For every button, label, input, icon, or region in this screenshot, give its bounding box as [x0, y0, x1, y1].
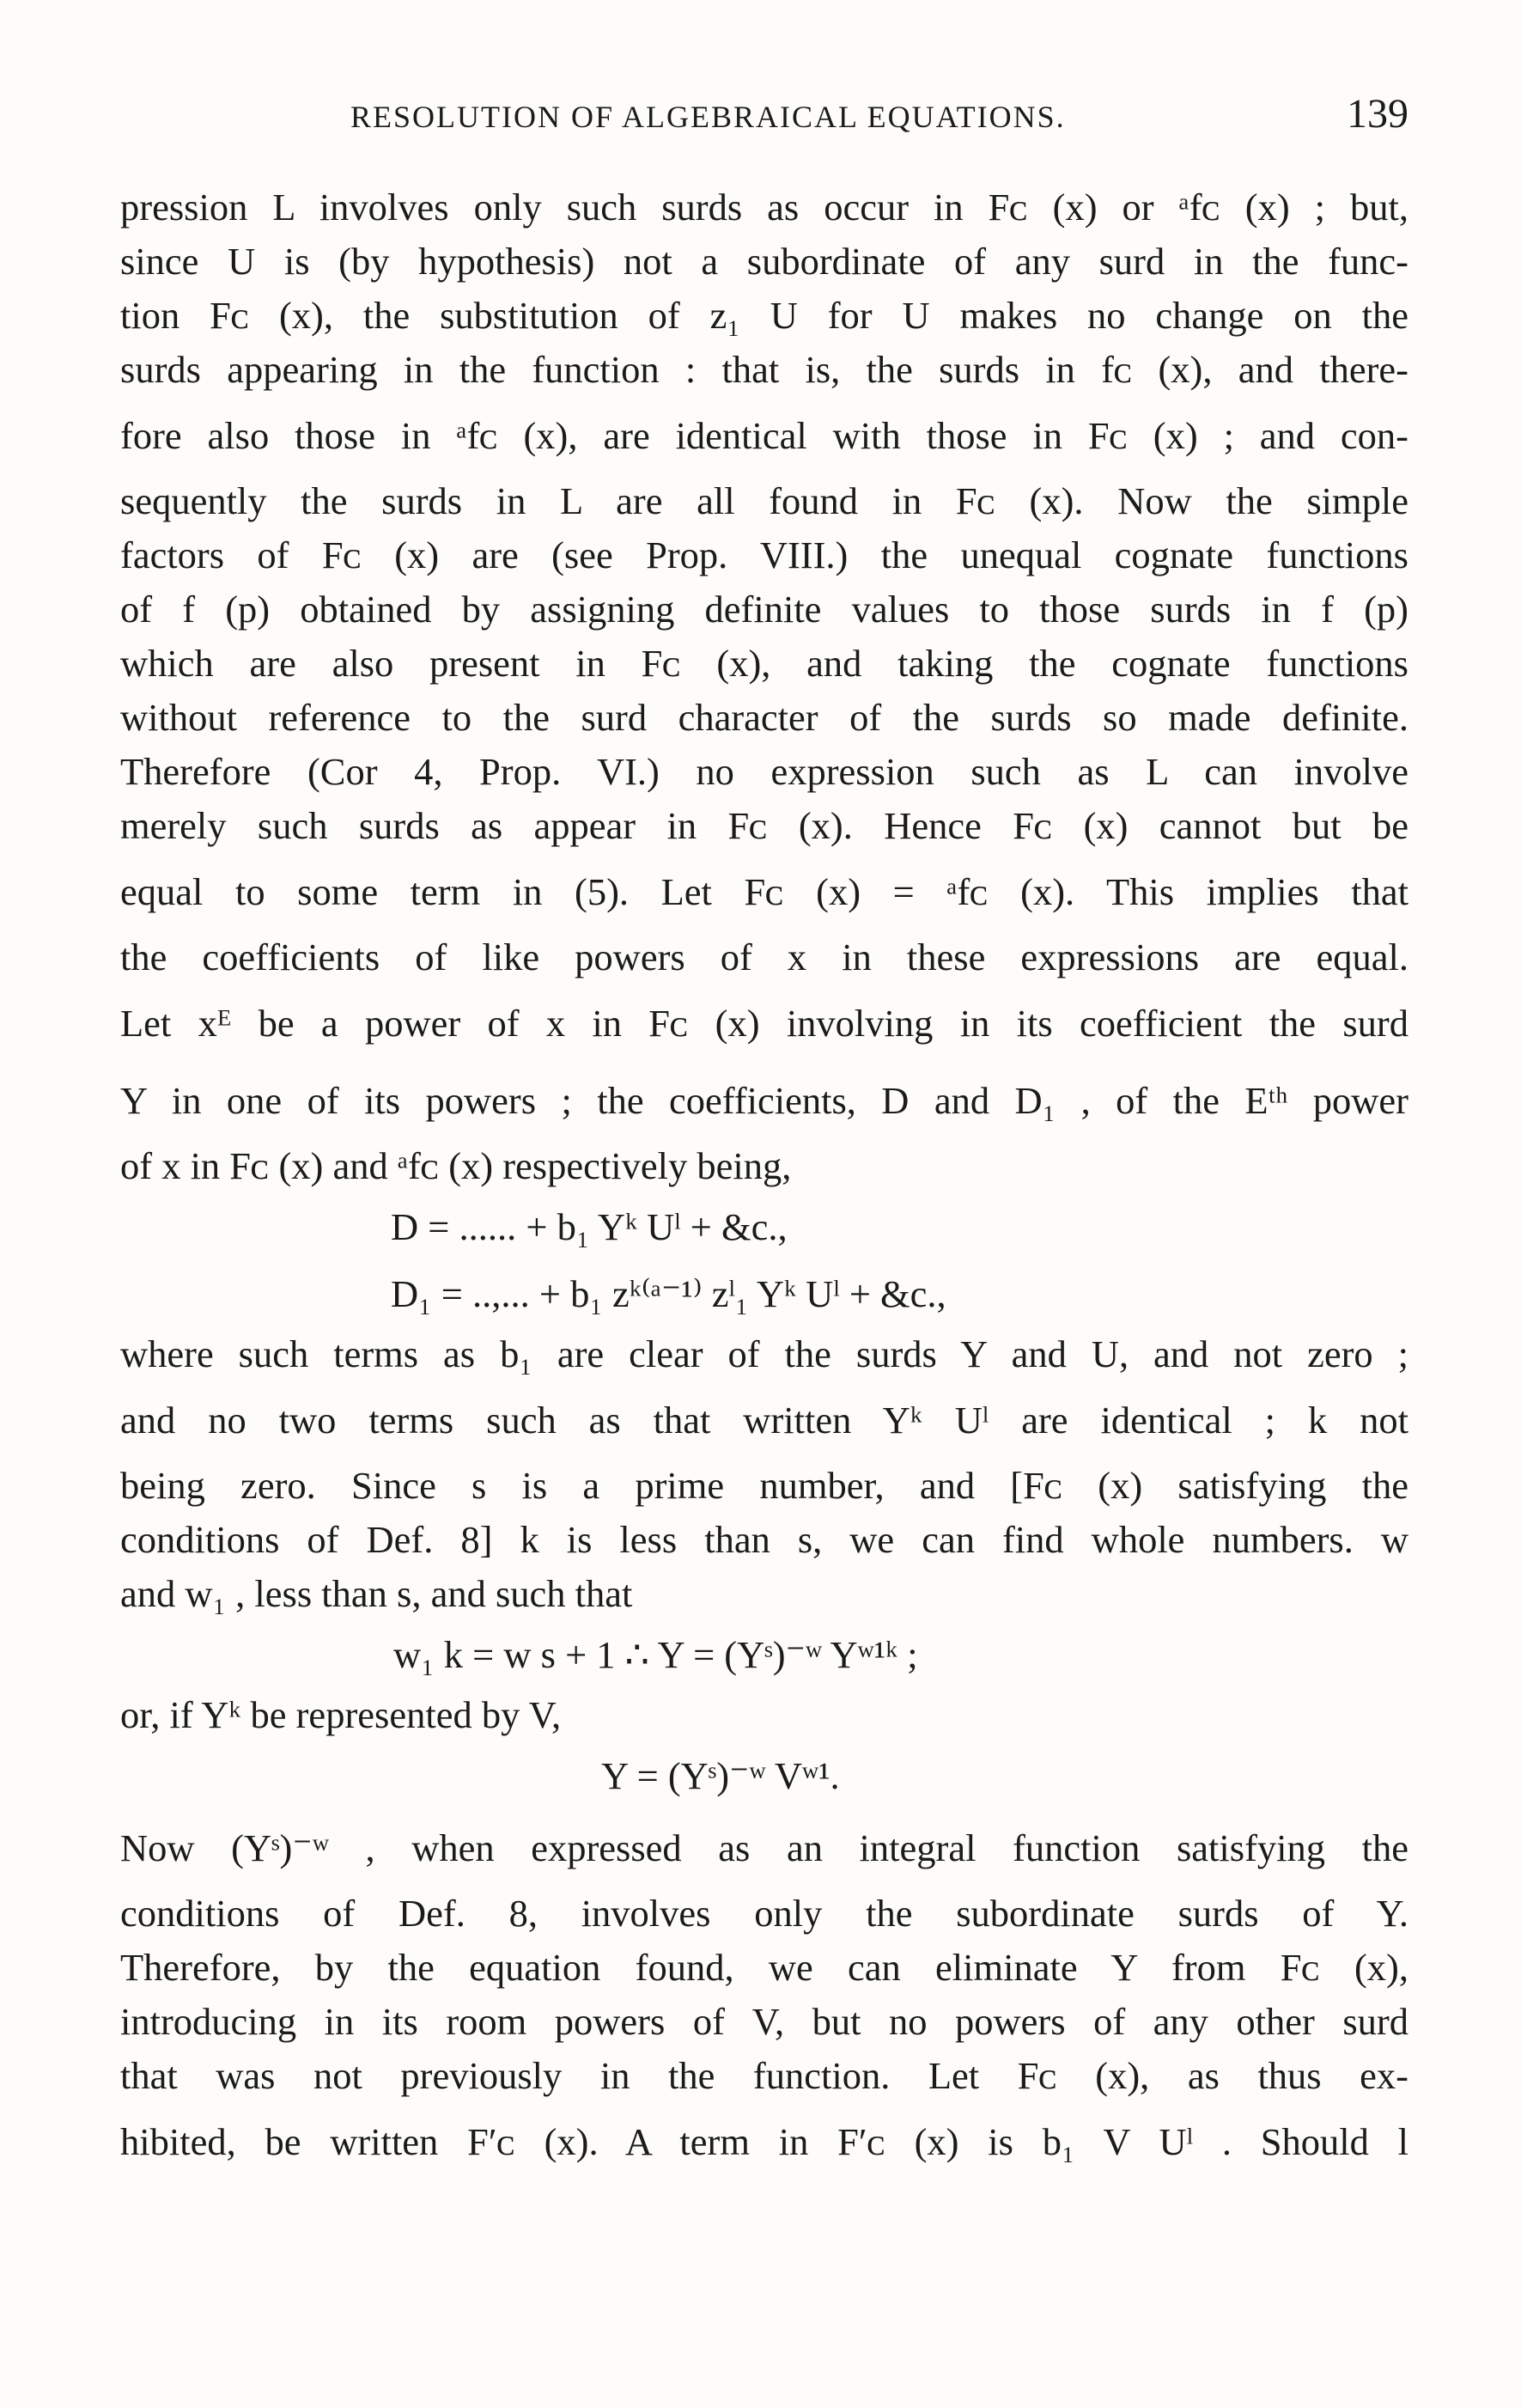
equation-y: Y = (Yˢ)⁻ʷ Vʷ¹. [601, 1754, 840, 1797]
equation-block-d [120, 1193, 1408, 1327]
text-line: where such terms as b₁ are clear of the surds Y and U, and not zero ; [120, 1332, 1408, 1375]
paragraph-3 [120, 1809, 1408, 2180]
text-line: of f (p) obtained by assigning definite values to those surds in f (p) [120, 588, 1408, 631]
running-title: RESOLUTION OF ALGEBRAICAL EQUATIONS. [350, 100, 1066, 134]
paragraph-1 [120, 180, 1408, 1193]
text-line: and w₁ , less than s, and such that [120, 1572, 633, 1615]
text-line: which are also present in Fᴄ (x), and taking the cognate functions [120, 642, 1408, 685]
text-line: equal to some term in (5). Let Fᴄ (x) = ᵃfᴄ (x). This implies that [120, 870, 1408, 913]
text-line: since U is (by hypothesis) not a subordinate of any surd in the func- [120, 240, 1408, 283]
text-line: Therefore, by the equation found, we can eliminate Y from Fᴄ (x), [120, 1946, 1408, 1989]
text-line: Y in one of its powers ; the coefficients, D and D₁ , of the Eᵗʰ power [120, 1079, 1408, 1122]
equation-w: w₁ k = w s + 1 ∴ Y = (Yˢ)⁻ʷ Yʷ¹ᵏ ; [393, 1633, 918, 1676]
text-line: or, if Yᵏ be represented by V, [120, 1693, 562, 1736]
text-line: conditions of Def. 8] k is less than s, we can find whole numbers. w [120, 1518, 1408, 1561]
text-line: sequently the surds in L are all found in Fᴄ (x). Now the simple [120, 479, 1408, 522]
text-line: merely such surds as appear in Fᴄ (x). Hence Fᴄ (x) cannot but be [120, 804, 1408, 847]
text-line: that was not previously in the function. Let Fᴄ (x), as thus ex- [120, 2054, 1408, 2097]
text-line: hibited, be written F′ᴄ (x). A term in F′ᴄ (x) is b₁ V Uˡ . Should l [120, 2120, 1408, 2163]
page-number: 139 [1347, 91, 1408, 137]
text-line: pression L involves only such surds as occur in Fᴄ (x) or ᵃfᴄ (x) ; but, [120, 186, 1408, 229]
page-header [120, 90, 1408, 142]
text-line: tion Fᴄ (x), the substitution of z₁ U for U makes no change on the [120, 294, 1408, 337]
text-line: Let xᴱ be a power of x in Fᴄ (x) involving in its coefficient the surd [120, 1002, 1408, 1045]
text-line: being zero. Since s is a prime number, and [Fᴄ (x) satisfying the [120, 1464, 1408, 1507]
text-line: fore also those in ᵃfᴄ (x), are identical with those in Fᴄ (x) ; and con- [120, 414, 1408, 457]
text-line: Therefore (Cor 4, Prop. VI.) no expression such as L can involve [120, 750, 1408, 793]
paragraph-2 [120, 1327, 1408, 1621]
text-line: Now (Yˢ)⁻ʷ , when expressed as an integral function satisfying the [120, 1826, 1408, 1869]
text-line: factors of Fᴄ (x) are (see Prop. VIII.) the unequal cognate functions [120, 533, 1408, 576]
text-line: without reference to the surd character of the surds so made definite. [120, 696, 1408, 739]
text-line: the coefficients of like powers of x in these expressions are equal. [120, 936, 1408, 978]
text-line: and no two terms such as that written Yᵏ Uˡ are identical ; k not [120, 1399, 1408, 1442]
page-body [120, 180, 1408, 2180]
text-line: surds appearing in the function : that is, the surds in fᴄ (x), and there- [120, 348, 1408, 391]
text-line: introducing in its room powers of V, but no powers of any other surd [120, 2000, 1408, 2043]
text-line: conditions of Def. 8, involves only the subordinate surds of Y. [120, 1892, 1408, 1935]
text-line: of x in Fᴄ (x) and ᵃfᴄ (x) respectively being, [120, 1144, 792, 1187]
equation-d1: D₁ = ..,... + b₁ zᵏ⁽ᵃ⁻¹⁾ zˡ₁ Yᵏ Uˡ + &c., [391, 1272, 946, 1315]
equation-d: D = ...... + b₁ Yᵏ Uˡ + &c., [391, 1205, 788, 1248]
